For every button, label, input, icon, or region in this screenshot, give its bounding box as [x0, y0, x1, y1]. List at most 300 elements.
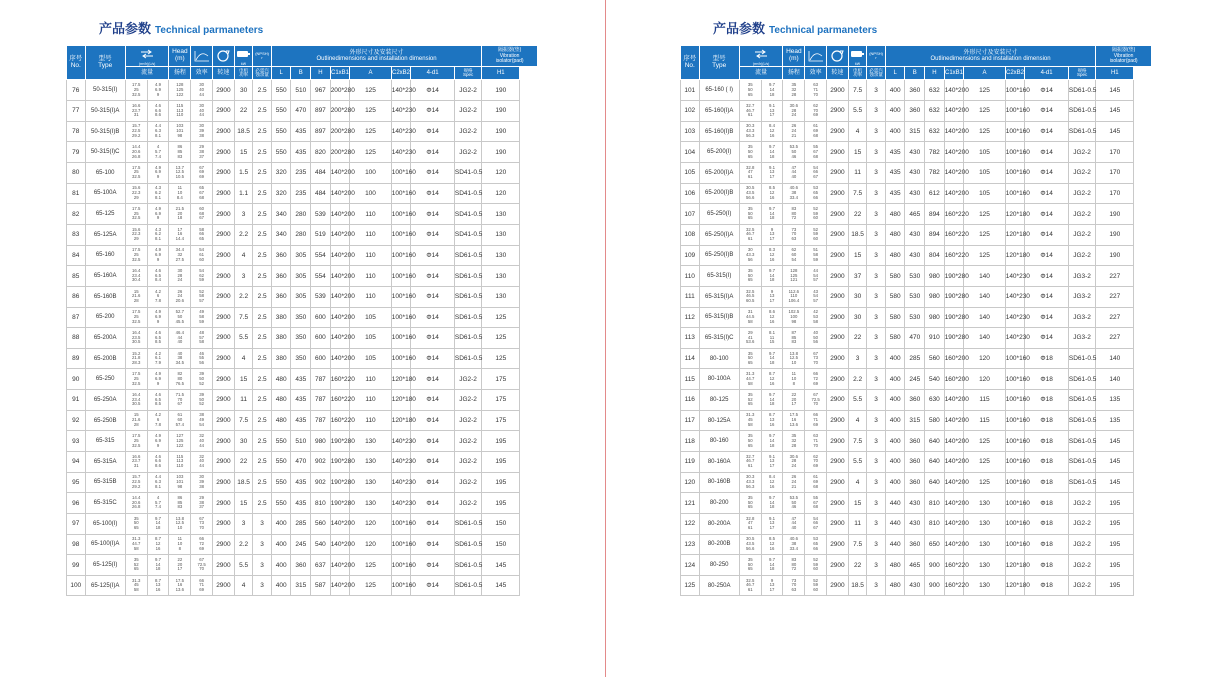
motor-icon	[236, 50, 251, 58]
head-cell: 17.5 16 13.6	[783, 410, 805, 431]
table-row	[681, 472, 1152, 493]
d1-cell: Φ14	[411, 307, 455, 328]
h-cell: 519	[311, 224, 331, 245]
power-cell: 15	[234, 493, 253, 514]
c2b2-cell: 100*160	[391, 348, 411, 369]
d1-cell: Φ18	[1025, 493, 1069, 514]
d1-cell: Φ14	[411, 286, 455, 307]
a-cell: 105	[350, 328, 391, 349]
flow-m3h-cell: 35 50 65	[739, 493, 761, 514]
speed-cell: 2900	[827, 390, 849, 411]
c1b1-cell: 140*200	[330, 204, 350, 225]
a-cell: 125	[350, 555, 391, 576]
type-cell: 80-100	[699, 348, 739, 369]
flow-m3h-cell: 35 50 65	[739, 266, 761, 287]
power-cell: 18.5	[848, 575, 867, 596]
c1b1-cell: 140*200	[944, 431, 964, 452]
speed-cell: 2900	[213, 452, 235, 473]
h1-cell: 170	[1096, 142, 1134, 163]
c2b2-cell: 140*230	[1005, 307, 1025, 328]
flow-m3h-cell: 35 50 65	[739, 555, 761, 576]
type-cell: 50-315(I)	[85, 80, 125, 101]
c2b2-cell: 100*160	[1005, 534, 1025, 555]
c1b1-cell: 190*280	[330, 452, 350, 473]
d1-cell: Φ14	[1025, 80, 1069, 101]
b-cell: 435	[291, 369, 311, 390]
speed-cell: 2900	[213, 121, 235, 142]
h-cell: 782	[925, 163, 945, 184]
sub-speed: 转速	[827, 67, 849, 80]
power-cell: 5.5	[848, 390, 867, 411]
npsh-cell: 3	[867, 142, 886, 163]
efficiency-cell: 30 40 44	[191, 101, 213, 122]
flow-m3h-cell: 30.3 43.3 56.3	[739, 472, 761, 493]
c1b1-cell: 140*200	[944, 493, 964, 514]
spec-cell: JG2-2	[1068, 534, 1095, 555]
efficiency-cell: 67 73 70	[191, 513, 213, 534]
spec-cell: SD61-0.5	[454, 348, 481, 369]
flow-m3h-cell: 32.7 46.7 61	[739, 101, 761, 122]
flow-m3h-cell: 30.5 43.5 56.6	[739, 534, 761, 555]
speed-cell: 2900	[213, 163, 235, 184]
a-cell: 130	[964, 513, 1005, 534]
npsh-cell: 2.5	[253, 266, 272, 287]
head-cell: 40.6 38 33.4	[783, 183, 805, 204]
efficiency-cell: 54 62 59	[191, 266, 213, 287]
c1b1-cell: 200*280	[330, 121, 350, 142]
left-page	[66, 18, 538, 596]
power-cell: 4	[234, 245, 253, 266]
flow-ls-cell: 8.3 12 16	[761, 245, 783, 266]
flow-ls-cell: 9.7 14 18	[761, 348, 783, 369]
l-cell: 400	[885, 390, 905, 411]
b-cell: 360	[905, 452, 925, 473]
no-cell: 92	[67, 410, 86, 431]
b-cell: 245	[291, 534, 311, 555]
header-flow	[739, 46, 783, 67]
d1-cell: Φ14	[1025, 142, 1069, 163]
npsh-cell: 2.5	[253, 431, 272, 452]
c1b1-cell: 140*200	[944, 183, 964, 204]
type-cell: 65-125A	[85, 224, 125, 245]
power-cell: 7.5	[848, 183, 867, 204]
d1-cell: Φ14	[1025, 204, 1069, 225]
a-cell: 115	[964, 410, 1005, 431]
speed-cell: 2900	[827, 80, 849, 101]
c2b2-cell: 100*160	[391, 307, 411, 328]
h-cell: 554	[311, 266, 331, 287]
d1-cell: Φ14	[411, 493, 455, 514]
b-cell: 430	[905, 142, 925, 163]
npsh-cell: 2.5	[253, 472, 272, 493]
h1-cell: 125	[482, 307, 520, 328]
b-cell: 430	[905, 513, 925, 534]
c2b2-cell: 140*230	[391, 80, 411, 101]
efficiency-cell: 39 50 52	[191, 390, 213, 411]
l-cell: 340	[271, 204, 291, 225]
efficiency-cell: 67 72.5 70	[191, 555, 213, 576]
c2b2-cell: 100*160	[1005, 142, 1025, 163]
b-cell: 360	[905, 534, 925, 555]
l-cell: 440	[885, 493, 905, 514]
a-cell: 130	[964, 493, 1005, 514]
d1-cell: Φ14	[411, 328, 455, 349]
d1-cell: Φ14	[411, 142, 455, 163]
efficiency-cell: 52 59 60	[805, 204, 827, 225]
flow-m3h-cell: 31 44.5 58	[739, 307, 761, 328]
no-cell: 98	[67, 534, 86, 555]
efficiency-cell: 60 68 67	[191, 204, 213, 225]
b-cell: 305	[291, 245, 311, 266]
a-cell: 120	[964, 369, 1005, 390]
flow-m3h-cell: 16.4 23.5 30.5	[125, 328, 147, 349]
c2b2-cell: 120*180	[1005, 575, 1025, 596]
sub-power: 电机 功率	[848, 67, 867, 80]
efficiency-cell: 66 72 69	[805, 369, 827, 390]
spec-cell: JG2-2	[1068, 245, 1095, 266]
h-cell: 632	[925, 101, 945, 122]
speed-cell: 2900	[213, 534, 235, 555]
a-cell: 110	[350, 266, 391, 287]
a-cell: 125	[350, 101, 391, 122]
flow-ls-cell: 4.9 6.9 9	[147, 80, 169, 101]
c2b2-cell: 140*230	[1005, 328, 1025, 349]
efficiency-cell: 32 40 44	[191, 452, 213, 473]
h-cell: 897	[311, 101, 331, 122]
speed-cell: 2900	[827, 534, 849, 555]
head-cell: 112.6 110 106.4	[783, 286, 805, 307]
d1-cell: Φ14	[1025, 163, 1069, 184]
b-cell: 360	[905, 101, 925, 122]
efficiency-cell: 52 59 60	[805, 555, 827, 576]
a-cell: 130	[350, 493, 391, 514]
flow-m3h-cell: 31.3 45 58	[739, 410, 761, 431]
spec-cell: JG2-2	[1068, 224, 1095, 245]
sub-eff: 效率	[805, 67, 827, 80]
b-cell: 470	[291, 452, 311, 473]
table-row	[681, 204, 1152, 225]
c2b2-cell: 100*160	[1005, 410, 1025, 431]
sub-H1: H1	[1096, 67, 1134, 80]
l-cell: 400	[885, 431, 905, 452]
speed-cell: 2900	[213, 307, 235, 328]
type-cell: 65-315	[85, 431, 125, 452]
flow-m3h-cell: 17.5 25 32.5	[125, 80, 147, 101]
no-cell: 81	[67, 183, 86, 204]
spec-cell: JG2-2	[1068, 163, 1095, 184]
h1-cell: 227	[1096, 328, 1134, 349]
h-cell: 787	[311, 369, 331, 390]
a-cell: 140	[964, 307, 1005, 328]
no-cell: 99	[67, 555, 86, 576]
c1b1-cell: 140*200	[330, 534, 350, 555]
h1-cell: 227	[1096, 286, 1134, 307]
no-cell: 121	[681, 493, 700, 514]
l-cell: 380	[271, 328, 291, 349]
table-row	[67, 142, 538, 163]
h-cell: 810	[311, 493, 331, 514]
type-cell: 65-200(I)A	[699, 163, 739, 184]
efficiency-cell: 49 58 59	[191, 307, 213, 328]
npsh-cell: 2.5	[253, 101, 272, 122]
a-cell: 110	[350, 245, 391, 266]
efficiency-cell: 32 40 44	[191, 431, 213, 452]
flow-m3h-cell: 16.6 23.7 31	[125, 452, 147, 473]
a-cell: 125	[964, 224, 1005, 245]
h1-cell: 175	[482, 369, 520, 390]
spec-cell: SD41-0.5	[454, 163, 481, 184]
l-cell: 380	[271, 307, 291, 328]
speed-cell: 2900	[827, 121, 849, 142]
d1-cell: Φ14	[411, 163, 455, 184]
head-cell: 35 32 28	[783, 431, 805, 452]
npsh-cell: 3	[253, 513, 272, 534]
d1-cell: Φ14	[411, 101, 455, 122]
b-cell: 430	[905, 575, 925, 596]
table-row	[67, 307, 538, 328]
d1-cell: Φ14	[411, 534, 455, 555]
speed-cell: 2900	[213, 245, 235, 266]
c1b1-cell: 140*200	[330, 183, 350, 204]
l-cell: 320	[271, 163, 291, 184]
sub-npsh: 必需汽 蚀余量	[253, 67, 272, 80]
c1b1-cell: 200*280	[330, 80, 350, 101]
flow-ls-cell: 4.6 6.6 8.6	[147, 452, 169, 473]
b-cell: 280	[291, 204, 311, 225]
l-cell: 480	[271, 369, 291, 390]
type-cell: 65-100A	[85, 183, 125, 204]
spec-cell: JG2-2	[454, 452, 481, 473]
spec-cell: SD61-0.5	[1068, 348, 1095, 369]
table-row	[681, 431, 1152, 452]
flow-ls-cell: 9.7 14 18	[761, 204, 783, 225]
h-cell: 980	[311, 431, 331, 452]
type-cell: 80-200	[699, 493, 739, 514]
type-cell: 65-315(I)	[699, 266, 739, 287]
spec-cell: SD61-0.5	[454, 534, 481, 555]
spec-cell: SD61-0.5	[1068, 101, 1095, 122]
h-cell: 897	[311, 121, 331, 142]
c2b2-cell: 140*230	[391, 142, 411, 163]
l-cell: 550	[271, 452, 291, 473]
h-cell: 600	[311, 348, 331, 369]
sub-flow: 流量	[125, 67, 169, 80]
speed-cell: 2900	[213, 513, 235, 534]
a-cell: 100	[350, 183, 391, 204]
table-row	[681, 245, 1152, 266]
l-cell: 550	[271, 80, 291, 101]
table-row	[67, 493, 538, 514]
h-cell: 900	[925, 575, 945, 596]
flow-unit: (m³/h)(L/s)	[752, 61, 770, 66]
no-cell: 103	[681, 121, 700, 142]
a-cell: 115	[964, 390, 1005, 411]
power-cell: 22	[848, 555, 867, 576]
a-cell: 140	[964, 266, 1005, 287]
power-cell: 18.5	[234, 121, 253, 142]
efficiency-cell: 30 40 44	[191, 80, 213, 101]
d1-cell: Φ14	[411, 452, 455, 473]
table-row	[681, 513, 1152, 534]
type-cell: 65-250B	[85, 410, 125, 431]
c2b2-cell: 120*180	[391, 369, 411, 390]
efficiency-cell: 67 73 70	[805, 348, 827, 369]
l-cell: 380	[271, 348, 291, 369]
no-cell: 86	[67, 286, 86, 307]
flow-ls-cell: 4.9 6.9 9	[147, 204, 169, 225]
efficiency-cell: 29 38 37	[191, 493, 213, 514]
efficiency-cell: 46 55 56	[191, 348, 213, 369]
npsh-cell: 3	[867, 101, 886, 122]
l-cell: 480	[271, 390, 291, 411]
no-cell: 104	[681, 142, 700, 163]
table-row	[67, 183, 538, 204]
table-row	[681, 101, 1152, 122]
h-cell: 902	[311, 472, 331, 493]
flow-m3h-cell: 15.7 22.5 29.2	[125, 472, 147, 493]
c2b2-cell: 120*180	[1005, 204, 1025, 225]
npsh-cell: 3	[867, 224, 886, 245]
npsh-cell: 3	[867, 183, 886, 204]
c1b1-cell: 140*200	[330, 328, 350, 349]
l-cell: 400	[271, 575, 291, 596]
c1b1-cell: 190*280	[944, 307, 964, 328]
flow-ls-cell: 9.1 13 17	[761, 163, 783, 184]
h-cell: 902	[311, 452, 331, 473]
l-cell: 480	[885, 245, 905, 266]
a-cell: 105	[350, 348, 391, 369]
flow-m3h-cell: 32.5 46.7 61	[739, 575, 761, 596]
h1-cell: 175	[482, 390, 520, 411]
h1-cell: 130	[482, 245, 520, 266]
flow-m3h-cell: 15 21.6 28	[125, 286, 147, 307]
header-no: 序号 No.	[681, 46, 700, 80]
h1-cell: 145	[1096, 121, 1134, 142]
flow-ls-cell: 8.5 12 16	[761, 534, 783, 555]
no-cell: 116	[681, 390, 700, 411]
flow-ls-cell: 9 13 17	[761, 224, 783, 245]
efficiency-cell: 38 49 54	[191, 410, 213, 431]
d1-cell: Φ14	[411, 266, 455, 287]
flow-m3h-cell: 14.4 20.6 26.8	[125, 493, 147, 514]
efficiency-cell: 54 61 60	[191, 245, 213, 266]
flow-icon	[140, 50, 154, 58]
type-cell: 65-315(I)A	[699, 286, 739, 307]
flow-m3h-cell: 17.5 25 32.5	[125, 307, 147, 328]
h1-cell: 125	[482, 328, 520, 349]
head-cell: 87 85 83	[783, 328, 805, 349]
flow-ls-cell: 8.1 11 15	[761, 328, 783, 349]
h1-cell: 195	[1096, 575, 1134, 596]
table-row	[681, 328, 1152, 349]
sub-eff: 效率	[191, 67, 213, 80]
l-cell: 400	[885, 472, 905, 493]
c2b2-cell: 120*180	[1005, 245, 1025, 266]
speed-cell: 2900	[213, 266, 235, 287]
spec-cell: SD61-0.5	[1068, 410, 1095, 431]
power-cell: 15	[848, 493, 867, 514]
efficiency-cell: 54 66 67	[805, 163, 827, 184]
h-cell: 810	[925, 493, 945, 514]
l-cell: 550	[271, 101, 291, 122]
head-cell: 73 70 63	[783, 224, 805, 245]
no-cell: 101	[681, 80, 700, 101]
b-cell: 235	[291, 163, 311, 184]
no-cell: 87	[67, 307, 86, 328]
type-cell: 80-160B	[699, 472, 739, 493]
no-cell: 113	[681, 328, 700, 349]
h1-cell: 190	[1096, 245, 1134, 266]
speed-cell: 2900	[827, 555, 849, 576]
h-cell: 787	[311, 410, 331, 431]
h1-cell: 190	[482, 101, 520, 122]
d1-cell: Φ14	[1025, 307, 1069, 328]
c1b1-cell: 190*280	[330, 472, 350, 493]
head-cell: 115 113 110	[169, 452, 191, 473]
d1-cell: Φ18	[1025, 575, 1069, 596]
c2b2-cell: 100*160	[391, 183, 411, 204]
power-cell: 22	[848, 204, 867, 225]
a-cell: 130	[964, 555, 1005, 576]
header-efficiency	[805, 46, 827, 67]
h-cell: 820	[311, 142, 331, 163]
flow-ls-cell: 9.7 14 18	[761, 431, 783, 452]
flow-ls-cell: 4.9 6.9 9	[147, 307, 169, 328]
power-cell: 3	[234, 204, 253, 225]
flow-m3h-cell: 32.7 46.7 61	[739, 452, 761, 473]
efficiency-cell: 52 59 60	[805, 224, 827, 245]
l-cell: 480	[885, 555, 905, 576]
power-cell: 5.5	[234, 328, 253, 349]
type-cell: 80-125	[699, 390, 739, 411]
head-cell: 17 16 14.4	[169, 224, 191, 245]
flow-m3h-cell: 32.5 46.5 60.5	[739, 286, 761, 307]
head-cell: 40.6 38 33.4	[783, 534, 805, 555]
a-cell: 125	[964, 452, 1005, 473]
h1-cell: 150	[482, 513, 520, 534]
power-cell: 7.5	[848, 80, 867, 101]
c2b2-cell: 100*160	[1005, 121, 1025, 142]
h1-cell: 190	[482, 142, 520, 163]
spec-cell: SD61-0.5	[454, 513, 481, 534]
h1-cell: 135	[1096, 390, 1134, 411]
sub-npsh: 必需汽 蚀余量	[867, 67, 886, 80]
flow-ls-cell: 8.7 13 16	[761, 410, 783, 431]
title-en: Technical parmaneters	[769, 25, 878, 36]
c2b2-cell: 100*160	[391, 266, 411, 287]
head-cell: 13.8 12.5 10	[169, 513, 191, 534]
h1-cell: 145	[1096, 101, 1134, 122]
sub-flow: 流量	[739, 67, 783, 80]
head-cell: 46.4 44 40	[169, 328, 191, 349]
a-cell: 125	[964, 101, 1005, 122]
b-cell: 305	[291, 266, 311, 287]
h-cell: 637	[311, 555, 331, 576]
a-cell: 125	[350, 80, 391, 101]
a-cell: 110	[350, 204, 391, 225]
c2b2-cell: 100*160	[1005, 493, 1025, 514]
spec-cell: SD61-0.5	[454, 307, 481, 328]
efficiency-cell: 63 71 70	[805, 80, 827, 101]
b-cell: 530	[905, 266, 925, 287]
head-cell: 13.7 12.5 10.5	[169, 163, 191, 184]
flow-m3h-cell: 15.6 22.3 29	[125, 224, 147, 245]
d1-cell: Φ14	[411, 513, 455, 534]
flow-m3h-cell: 35 52 65	[125, 555, 147, 576]
table-row	[681, 390, 1152, 411]
spec-cell: SD61-0.5	[1068, 369, 1095, 390]
h-cell: 650	[925, 534, 945, 555]
